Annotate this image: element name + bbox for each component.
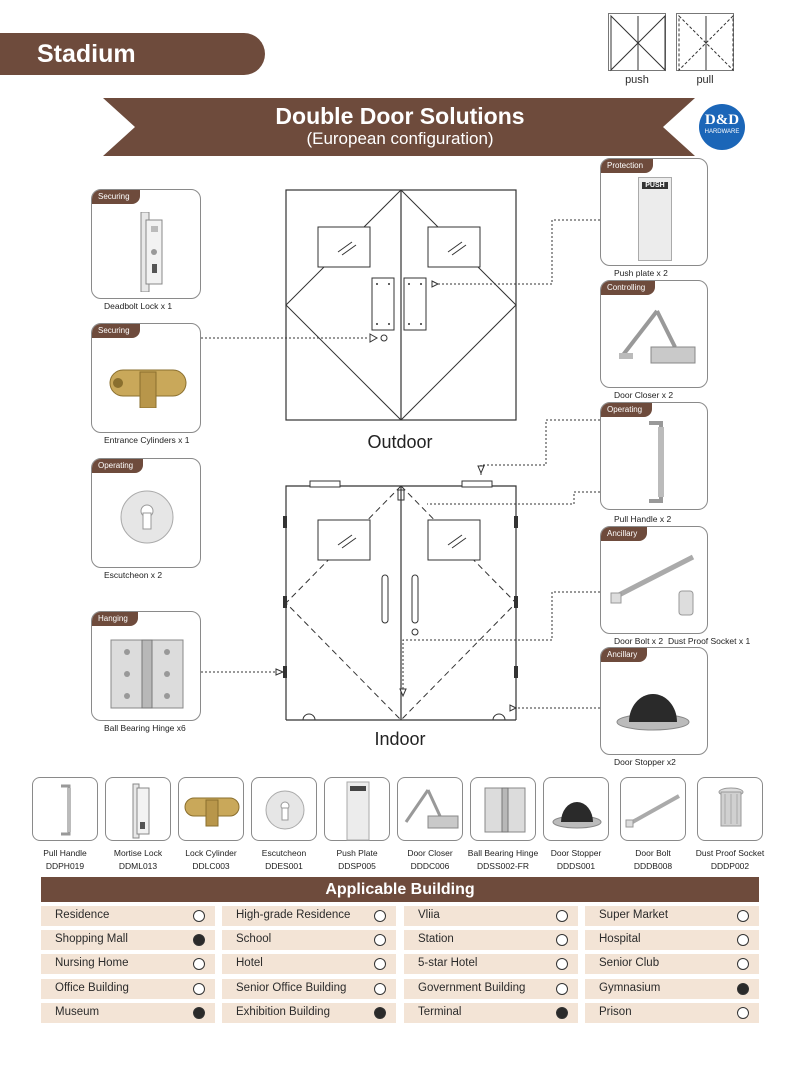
building-label: Exhibition Building	[236, 1006, 330, 1018]
left-card-hinge	[91, 611, 201, 721]
product-card	[620, 777, 686, 841]
card-tag: Protection	[601, 159, 653, 173]
applicable-building-cell	[222, 954, 396, 974]
product-card	[470, 777, 536, 841]
card-tag: Ancillary	[601, 527, 647, 541]
logo-subtext: HARDWARE	[704, 129, 740, 135]
right-card-push-plate	[600, 158, 708, 266]
applicable-building-cell	[41, 906, 215, 926]
empty-circle-icon	[193, 958, 205, 970]
applicable-building-cell	[222, 930, 396, 950]
empty-circle-icon	[193, 910, 205, 922]
product-card	[105, 777, 171, 841]
product-name: Dust Proof Socket	[695, 848, 765, 858]
applicable-building-cell	[222, 979, 396, 999]
right-card-door-closer-caption: Door Closer x 2	[614, 390, 674, 400]
empty-circle-icon	[556, 983, 568, 995]
building-label: 5-star Hotel	[418, 957, 478, 969]
left-card-deadbolt	[91, 189, 201, 299]
door-closer-icon	[398, 778, 464, 842]
building-label: Super Market	[599, 909, 669, 921]
empty-circle-icon	[737, 910, 749, 922]
outdoor-door	[286, 190, 516, 420]
pull-legend-label: pull	[696, 74, 714, 86]
left-card-escutcheon	[91, 458, 201, 568]
logo-text: D&D	[704, 112, 740, 128]
product-code: DDDC006	[410, 861, 450, 871]
building-label: Station	[418, 933, 454, 945]
empty-circle-icon	[374, 934, 386, 946]
product-code: DDSP005	[338, 861, 376, 871]
right-card-door-stopper-caption: Door Stopper x2	[614, 757, 676, 767]
product-code: DDES001	[265, 861, 303, 871]
checked-circle-icon	[737, 983, 749, 995]
escutcheon-icon	[119, 489, 175, 545]
checked-circle-icon	[374, 1007, 386, 1019]
outdoor-label: Outdoor	[367, 432, 433, 452]
indoor-label: Indoor	[374, 729, 426, 749]
card-tag: Securing	[92, 190, 140, 204]
hinge-icon	[471, 778, 537, 842]
applicable-building-cell	[404, 1003, 578, 1023]
empty-circle-icon	[737, 1007, 749, 1019]
empty-circle-icon	[737, 958, 749, 970]
applicable-building-cell	[585, 954, 759, 974]
building-label: Terminal	[418, 1006, 462, 1018]
right-card-door-stopper	[600, 647, 708, 755]
card-tag: Operating	[601, 403, 652, 417]
hinge-icon	[109, 638, 185, 710]
escutcheon-icon	[252, 778, 318, 842]
push-plate-icon	[325, 778, 391, 842]
empty-circle-icon	[193, 983, 205, 995]
product-code: DDDS001	[556, 861, 596, 871]
building-label: Vliia	[418, 909, 440, 921]
product-code: DDDP002	[710, 861, 750, 871]
applicable-building-cell	[222, 906, 396, 926]
door-bolt-icon	[609, 551, 703, 621]
product-name: Pull Handle	[43, 848, 87, 858]
mortise-lock-icon	[106, 778, 172, 842]
product-name: Escutcheon	[261, 848, 307, 858]
building-label: Gymnasium	[599, 982, 661, 994]
door-bolt-icon	[621, 778, 687, 842]
building-label: High-grade Residence	[236, 909, 351, 921]
page-title: Stadium	[37, 40, 136, 68]
applicable-building-cell	[404, 930, 578, 950]
left-card-cylinder	[91, 323, 201, 433]
empty-circle-icon	[374, 983, 386, 995]
product-code: DDDB008	[633, 861, 673, 871]
empty-circle-icon	[737, 934, 749, 946]
applicable-building-cell	[585, 906, 759, 926]
product-name: Ball Bearing Hinge	[467, 848, 539, 858]
product-code: DDPH019	[45, 861, 85, 871]
applicable-building-cell	[41, 954, 215, 974]
product-name: Door Stopper	[550, 848, 602, 858]
dust-socket-icon	[698, 778, 764, 842]
checked-circle-icon	[556, 1007, 568, 1019]
product-code: DDML013	[118, 861, 158, 871]
building-label: Residence	[55, 909, 110, 921]
card-tag: Hanging	[92, 612, 138, 626]
product-name: Door Closer	[407, 848, 453, 858]
applicable-building-cell	[41, 930, 215, 950]
product-card	[697, 777, 763, 841]
right-card-socket-caption: Dust Proof Socket x 1	[668, 636, 751, 646]
applicable-building-cell	[404, 906, 578, 926]
lock-cylinder-icon	[106, 358, 190, 408]
empty-circle-icon	[556, 910, 568, 922]
product-card	[32, 777, 98, 841]
left-card-escutcheon-caption: Escutcheon x 2	[104, 570, 163, 580]
card-tag: Operating	[92, 459, 143, 473]
card-tag: Securing	[92, 324, 140, 338]
push-plate-text: PUSH	[642, 182, 668, 189]
card-tag: Ancillary	[601, 648, 647, 662]
pull-handle-icon	[33, 778, 99, 842]
building-label: Prison	[599, 1006, 632, 1018]
right-card-push-plate-caption: Push plate x 2	[614, 268, 668, 278]
empty-circle-icon	[556, 934, 568, 946]
building-label: School	[236, 933, 272, 945]
push-plate-icon	[638, 177, 672, 261]
building-label: Museum	[55, 1006, 100, 1018]
empty-circle-icon	[374, 958, 386, 970]
applicable-building-cell	[585, 1003, 759, 1023]
right-card-pull-handle-caption: Pull Handle x 2	[614, 514, 672, 524]
applicable-building-header: Applicable Building	[41, 877, 759, 902]
building-label: Senior Club	[599, 957, 660, 969]
pull-handle-icon	[639, 419, 671, 505]
building-label: Senior Office Building	[236, 982, 347, 994]
product-name: Mortise Lock	[113, 848, 163, 858]
product-name: Lock Cylinder	[185, 848, 237, 858]
applicable-building-cell	[41, 1003, 215, 1023]
product-name: Push Plate	[336, 848, 378, 858]
product-card	[543, 777, 609, 841]
door-stopper-icon	[613, 674, 697, 734]
empty-circle-icon	[374, 910, 386, 922]
product-card	[397, 777, 463, 841]
right-card-door-bolt	[600, 526, 708, 634]
indoor-door	[283, 481, 518, 720]
applicable-building-cell	[585, 979, 759, 999]
left-card-hinge-caption: Ball Bearing Hinge x6	[104, 723, 186, 733]
left-card-cylinder-caption: Entrance Cylinders x 1	[104, 435, 190, 445]
building-label: Shopping Mall	[55, 933, 128, 945]
empty-circle-icon	[556, 958, 568, 970]
product-card	[251, 777, 317, 841]
product-code: DDSS002-FR	[477, 861, 529, 871]
product-card	[324, 777, 390, 841]
left-card-deadbolt-caption: Deadbolt Lock x 1	[104, 301, 173, 311]
product-name: Door Bolt	[635, 848, 671, 858]
push-legend-label: push	[625, 74, 649, 86]
product-code: DDLC003	[192, 861, 230, 871]
door-stopper-icon	[544, 778, 610, 842]
product-card	[178, 777, 244, 841]
card-tag: Controlling	[601, 281, 655, 295]
checked-circle-icon	[193, 1007, 205, 1019]
building-label: Hospital	[599, 933, 641, 945]
applicable-building-cell	[404, 979, 578, 999]
right-card-pull-handle	[600, 402, 708, 510]
door-closer-icon	[615, 303, 699, 373]
applicable-building-cell	[404, 954, 578, 974]
banner-title: Double Door Solutions	[275, 103, 525, 129]
lock-cylinder-icon	[179, 778, 245, 842]
banner-subtitle: (European configuration)	[306, 129, 494, 148]
applicable-building-cell	[222, 1003, 396, 1023]
building-label: Nursing Home	[55, 957, 129, 969]
building-label: Office Building	[55, 982, 129, 994]
checked-circle-icon	[193, 934, 205, 946]
right-card-door-bolt-caption: Door Bolt x 2	[614, 636, 664, 646]
building-label: Hotel	[236, 957, 263, 969]
building-label: Government Building	[418, 982, 526, 994]
applicable-building-cell	[41, 979, 215, 999]
applicable-building-cell	[585, 930, 759, 950]
mortise-lock-icon	[132, 212, 164, 292]
right-card-door-closer	[600, 280, 708, 388]
